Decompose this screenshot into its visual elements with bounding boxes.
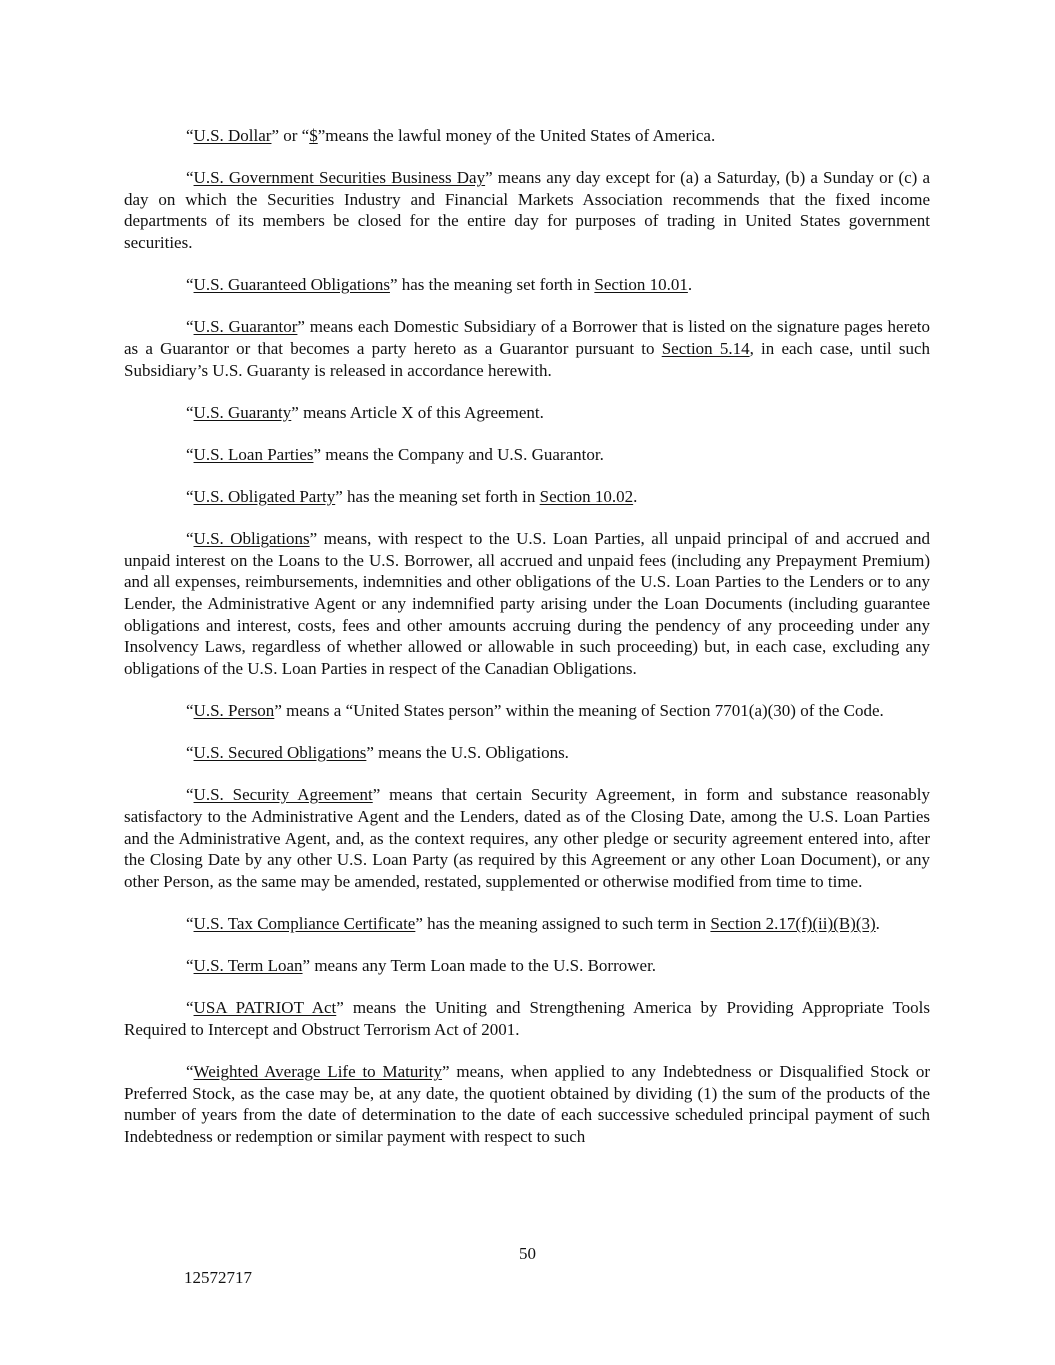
defined-term: U.S. Guaranteed Obligations	[193, 275, 390, 295]
defined-term: USA PATRIOT Act	[193, 998, 337, 1018]
open-quote: “	[186, 529, 194, 549]
open-quote: “	[186, 743, 194, 763]
open-quote: “	[186, 1062, 194, 1082]
definition-paragraph	[124, 444, 930, 466]
open-quote: “	[186, 956, 194, 976]
rest-7-0: ” means, with respect to the U.S. Loan Parties, all unpaid principal of and accrued and unpaid interest on the Loans to the U.S. Borrower, all accrued and unpaid fees (including any Prepayment Premium) and all expenses, reimbursements, indemnities and other obligations of the U.S. Loan Parties to the Lenders or to any Lender, the Administrative Agent or any indemnified party arising under the Loan Documents (including guarantee obligations and interest, costs, fees and other amounts accruing during the pendency of any proceeding under any Insolvency Laws, regardless of whether allowed or allowable in such proceeding) but, in each case, excluding any obligations of the U.S. Loan Parties in respect of the Canadian Obligations.	[124, 529, 930, 678]
rest-6-2: .	[633, 487, 638, 507]
rest-3-2: , in each case, until such Subsidiary’s U.S. Guaranty is released in accordance herewith.	[124, 338, 930, 380]
definition-paragraph	[124, 402, 930, 424]
defined-term: Weighted Average Life to Maturity	[193, 1062, 442, 1082]
defined-term: U.S. Guarantor	[193, 317, 298, 337]
defined-term: U.S. Security Agreement	[193, 785, 373, 805]
open-quote: “	[186, 487, 194, 507]
rest-11-2: .	[875, 913, 880, 933]
rest-2-0: ” has the meaning set forth in	[389, 275, 595, 295]
definition-paragraph	[124, 955, 930, 977]
definition-paragraph	[124, 742, 930, 764]
defined-term: U.S. Person	[193, 701, 275, 721]
definition-paragraph	[124, 316, 930, 381]
page-number: 50	[519, 1244, 536, 1263]
defined-term: U.S. Tax Compliance Certificate	[193, 913, 416, 933]
rest-3-0: ” means each Domestic Subsidiary of a Borrower that is listed on the signature pages hereto as a Guarantor or that becomes a party hereto as a Guarantor pursuant to	[124, 317, 930, 358]
defined-term: U.S. Obligated Party	[193, 487, 336, 507]
rest-4-0: ” means Article X of this Agreement.	[291, 402, 544, 422]
open-quote: “	[186, 785, 194, 805]
open-quote: “	[186, 168, 194, 188]
definition-paragraph	[124, 997, 930, 1040]
rest-2-2: .	[687, 275, 693, 295]
defined-term: U.S. Guaranty	[193, 402, 292, 422]
open-quote: “	[186, 126, 194, 145]
rest-0-2: ”means the lawful money of the United States of America.	[317, 126, 716, 145]
section-reference: Section 10.01	[594, 275, 688, 295]
definition-paragraph	[124, 1061, 930, 1147]
rest-1-0: ” means any day except for (a) a Saturday, (b) a Sunday or (c) a day on which the Securities Industry and Financial Markets Association recommends that the fixed income departments of its members be closed for the entire day for purposes of trading in United States government securities.	[124, 168, 930, 252]
rest-13-0: ” means the Uniting and Strengthening America by Providing Appropriate Tools Required to Intercept and Obstruct Terrorism Act of 2001.	[124, 998, 931, 1039]
defined-term: U.S. Government Securities Business Day	[193, 168, 486, 188]
rest-0-0: ” or “	[271, 126, 310, 145]
defined-term: U.S. Obligations	[193, 529, 310, 549]
rest-5-0: ” means the Company and U.S. Guarantor.	[313, 444, 604, 464]
rest-9-0: ” means the U.S. Obligations.	[366, 743, 569, 763]
defined-term: U.S. Dollar	[193, 126, 272, 145]
definition-paragraph	[124, 167, 930, 253]
rest-8-0: ” means a “United States person” within the meaning of Section 7701(a)(30) of the Code.	[274, 701, 884, 721]
open-quote: “	[186, 444, 194, 464]
open-quote: “	[186, 317, 194, 337]
rest-12-0: ” means any Term Loan made to the U.S. Borrower.	[302, 956, 657, 976]
open-quote: “	[186, 998, 194, 1018]
document-id: 12572717	[184, 1268, 252, 1287]
rest-11-0: ” has the meaning assigned to such term in	[415, 913, 711, 933]
defined-term: U.S. Secured Obligations	[193, 743, 367, 763]
section-reference: Section 2.17(f)(ii)(B)(3)	[710, 913, 876, 933]
section-reference: Section 10.02	[539, 487, 634, 507]
definition-paragraph	[124, 700, 930, 722]
definition-paragraph	[124, 913, 930, 935]
rest-14-0: ” means, when applied to any Indebtedness or Disqualified Stock or Preferred Stock, as the case may be, at any date, the quotient obtained by dividing (1) the sum of the products of the number of years from the date of determination to the date of each successive scheduled principal payment of such Indebtedness or redemption or similar payment with respect to such	[124, 1062, 931, 1146]
open-quote: “	[186, 913, 194, 933]
definition-paragraph	[124, 528, 930, 679]
definitions-list	[124, 125, 930, 1148]
section-reference: Section 5.14	[661, 338, 750, 358]
definition-paragraph	[124, 486, 930, 508]
definition-paragraph	[124, 125, 930, 147]
defined-term: U.S. Loan Parties	[193, 444, 314, 464]
definition-paragraph	[124, 274, 930, 296]
open-quote: “	[186, 402, 194, 422]
rest-10-0: ” means that certain Security Agreement, in form and substance reasonably satisfactory to the Administrative Agent and the Lenders, dated as of the Closing Date, among the U.S. Loan Parties and the Administrative Agent, and, as the context requires, any other pledge or security agreement entered into, after the Closing Date by any other U.S. Loan Party (as required by this Agreement or any other Loan Document), or any other Person, as the same may be amended, restated, supplemented or otherwise modified from time to time.	[124, 785, 930, 891]
defined-term: U.S. Term Loan	[193, 956, 303, 976]
open-quote: “	[186, 701, 194, 721]
definition-paragraph	[124, 784, 930, 892]
rest-6-0: ” has the meaning set forth in	[335, 487, 540, 507]
rest-0-1: $	[309, 126, 318, 145]
open-quote: “	[186, 275, 194, 295]
